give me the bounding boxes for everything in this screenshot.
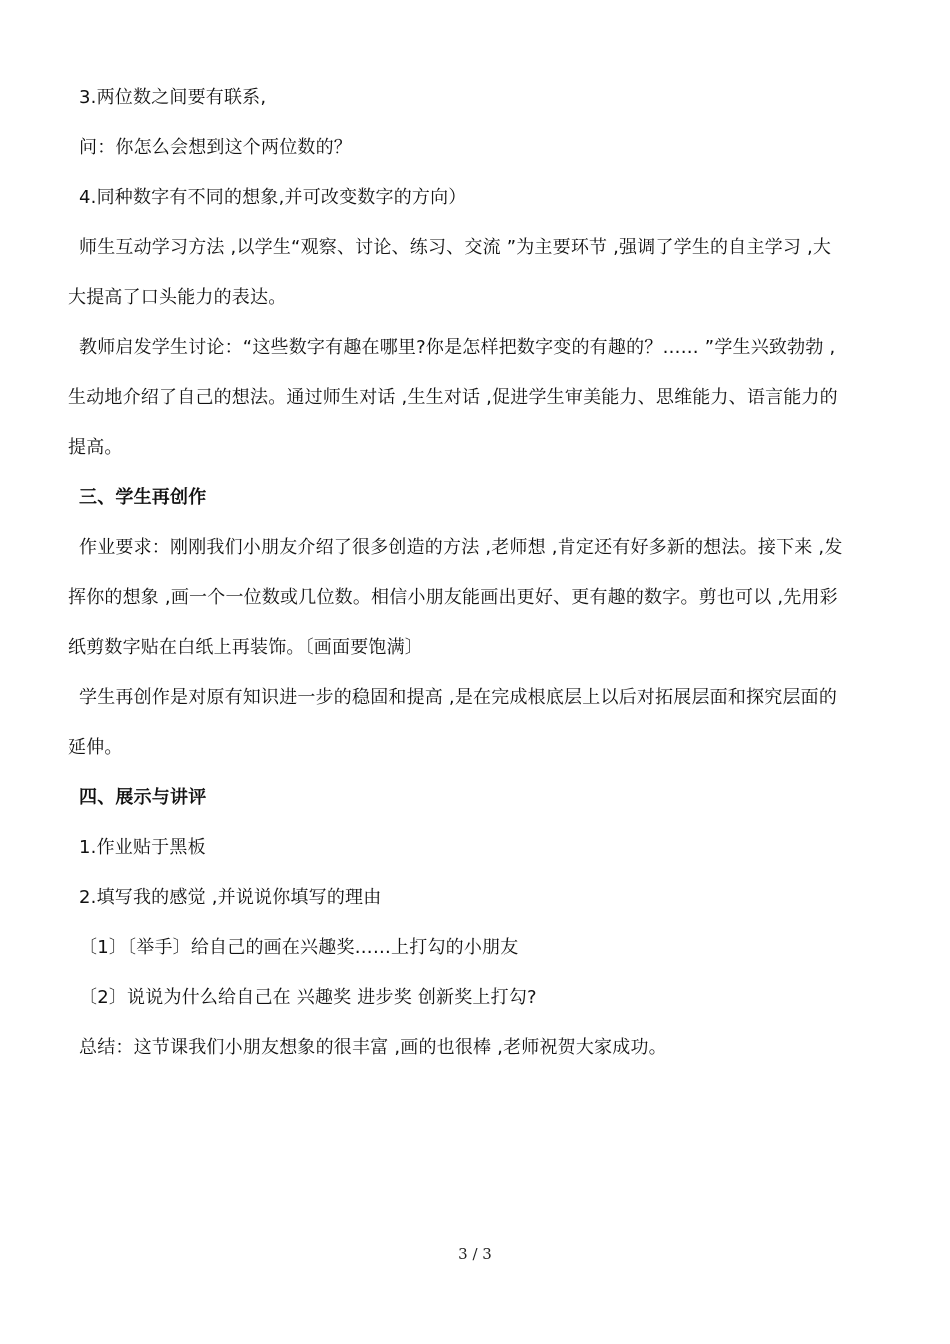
text-line: 大提高了口头能力的表达。	[68, 287, 287, 308]
text-line: 〔1〕〔举手〕给自己的画在兴趣奖……上打勾的小朋友	[79, 937, 519, 958]
text-line: 总结：这节课我们小朋友想象的很丰富 ,画的也很棒 ,老师祝贺大家成功。	[79, 1037, 667, 1058]
text-line: 教师启发学生讨论：“这些数字有趣在哪里?你是怎样把数字变的有趣的？…… ”学生兴致勃勃 ,	[79, 337, 836, 358]
page-number: 3 / 3	[458, 1245, 492, 1263]
text-line: 纸剪数字贴在白纸上再装饰。〔画面要饱满〕	[68, 637, 423, 658]
text-line: 〔2〕说说为什么给自己在 兴趣奖 进步奖 创新奖上打勾?	[79, 987, 537, 1008]
text-line: 提高。	[68, 437, 123, 458]
text-line: 学生再创作是对原有知识进一步的稳固和提高 ,是在完成根底层上以后对拓展层面和探究层面的	[79, 687, 838, 708]
text-line: 作业要求：刚刚我们小朋友介绍了很多创造的方法 ,老师想 ,肯定还有好多新的想法。接下来 ,发	[79, 537, 843, 558]
text-line: 生动地介绍了自己的想法。通过师生对话 ,生生对话 ,促进学生审美能力、思维能力、语言能力的	[68, 387, 838, 408]
text-line: 挥你的想象 ,画一个一位数或几位数。相信小朋友能画出更好、更有趣的数字。剪也可以 ,先用彩	[68, 587, 838, 608]
text-line: 3.两位数之间要有联系,	[79, 87, 267, 108]
text-line: 问：你怎么会想到这个两位数的？	[79, 137, 352, 158]
text-line: 1.作业贴于黑板	[79, 837, 206, 858]
text-line: 师生互动学习方法 ,以学生“观察、讨论、练习、交流 ”为主要环节 ,强调了学生的自主学习 ,大	[79, 237, 832, 258]
text-line: 2.填写我的感觉 ,并说说你填写的理由	[79, 887, 382, 908]
section-heading: 四、展示与讲评	[79, 787, 207, 808]
text-line: 延伸。	[68, 737, 123, 758]
text-line: 4.同种数字有不同的想象,并可改变数字的方向）	[79, 187, 467, 208]
section-heading: 三、学生再创作	[79, 487, 207, 508]
